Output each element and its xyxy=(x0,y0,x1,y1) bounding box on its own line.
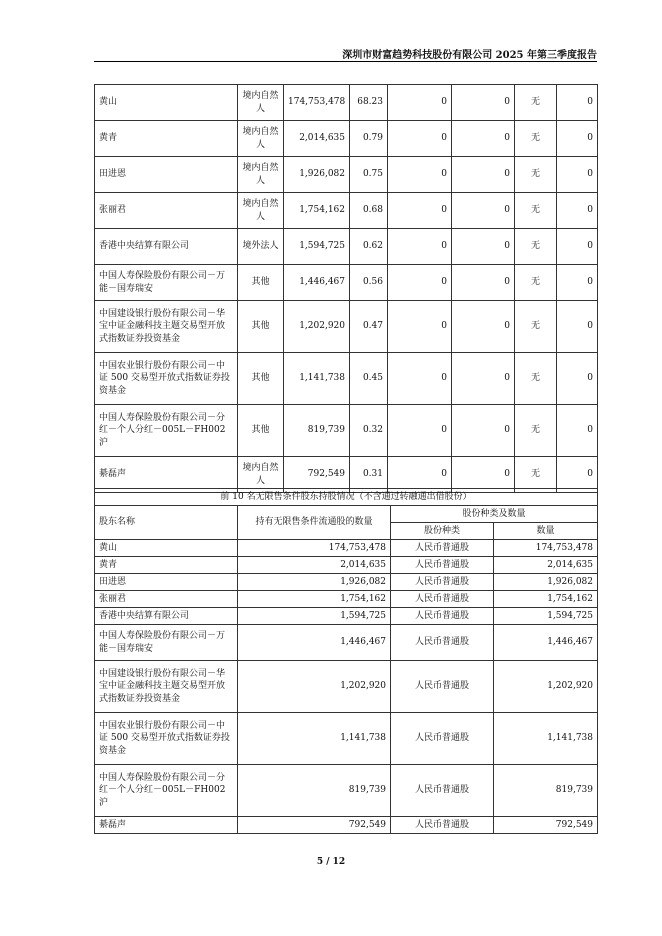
shareholder-name-cell: 中国农业银行股份有限公司－中证 500 交易型开放式指数证券投资基金 xyxy=(95,353,238,405)
holding-percent-cell: 0.45 xyxy=(350,353,388,405)
share-status-cell: 无 xyxy=(515,121,557,157)
pledged-shares-incl-lending-cell: 0 xyxy=(452,265,515,301)
shareholder-name-cell: 黄山 xyxy=(95,85,238,121)
shareholder-name-cell: 中国农业银行股份有限公司－中证 500 交易型开放式指数证券投资基金 xyxy=(95,713,238,765)
unrestricted-shares-cell: 1,141,738 xyxy=(238,713,391,765)
table-row xyxy=(95,405,598,457)
share-type-cell: 人民币普通股 xyxy=(391,625,494,661)
table-row xyxy=(95,661,598,713)
table-row xyxy=(95,353,598,405)
share-type-cell: 人民币普通股 xyxy=(391,608,494,625)
shares-held-cell: 1,446,467 xyxy=(284,265,350,301)
share-status-cell: 无 xyxy=(515,85,557,121)
restricted-shares-cell: 0 xyxy=(388,229,452,265)
share-type-cell: 人民币普通股 xyxy=(391,713,494,765)
pledged-shares-incl-lending-cell: 0 xyxy=(452,85,515,121)
col-header-shareholder-name: 股东名称 xyxy=(95,506,238,540)
shareholder-name-cell: 中国人寿保险股份有限公司－万能－国寿瑞安 xyxy=(95,265,238,301)
holding-percent-cell: 0.62 xyxy=(350,229,388,265)
restricted-shares-cell: 0 xyxy=(388,265,452,301)
share-quantity-cell: 1,446,467 xyxy=(494,625,598,661)
shareholder-name-cell: 綦磊声 xyxy=(95,457,238,493)
pledged-shares-incl-lending-cell: 0 xyxy=(452,157,515,193)
share-status-cell: 无 xyxy=(515,301,557,353)
table-row xyxy=(95,157,598,193)
table-row xyxy=(95,557,598,574)
shareholder-nature-cell: 其他 xyxy=(238,301,284,353)
share-type-cell: 人民币普通股 xyxy=(391,540,494,557)
unrestricted-shares-cell: 1,926,082 xyxy=(238,574,391,591)
pledged-shares-incl-lending-cell: 0 xyxy=(452,457,515,493)
shareholder-nature-cell: 境内自然人 xyxy=(238,457,284,493)
pledged-quantity-cell: 0 xyxy=(557,405,598,457)
share-type-cell: 人民币普通股 xyxy=(391,661,494,713)
report-header-title: 深圳市财富趋势科技股份有限公司 2025 年第三季度报告 xyxy=(342,50,597,61)
table-row xyxy=(95,713,598,765)
shareholder-name-cell: 香港中央结算有限公司 xyxy=(95,229,238,265)
shareholder-nature-cell: 境内自然人 xyxy=(238,157,284,193)
pledged-shares-incl-lending-cell: 0 xyxy=(452,353,515,405)
share-type-cell: 人民币普通股 xyxy=(391,817,494,834)
table-row xyxy=(95,765,598,817)
unrestricted-shares-cell: 1,446,467 xyxy=(238,625,391,661)
pledged-quantity-cell: 0 xyxy=(557,121,598,157)
share-quantity-cell: 1,754,162 xyxy=(494,591,598,608)
table-row xyxy=(95,229,598,265)
shares-held-cell: 792,549 xyxy=(284,457,350,493)
table-row xyxy=(95,591,598,608)
share-quantity-cell: 174,753,478 xyxy=(494,540,598,557)
shareholder-name-cell: 中国人寿保险股份有限公司－分红－个人分红－005L－FH002 沪 xyxy=(95,405,238,457)
table-row xyxy=(95,301,598,353)
shares-held-cell: 819,739 xyxy=(284,405,350,457)
shares-held-cell: 1,202,920 xyxy=(284,301,350,353)
holding-percent-cell: 0.56 xyxy=(350,265,388,301)
shares-held-cell: 1,141,738 xyxy=(284,353,350,405)
shareholder-name-cell: 中国人寿保险股份有限公司－分红－个人分红－005L－FH002 沪 xyxy=(95,765,238,817)
pledged-shares-incl-lending-cell: 0 xyxy=(452,301,515,353)
pledged-quantity-cell: 0 xyxy=(557,157,598,193)
share-type-cell: 人民币普通股 xyxy=(391,557,494,574)
pledged-quantity-cell: 0 xyxy=(557,265,598,301)
pledged-shares-incl-lending-cell: 0 xyxy=(452,121,515,157)
share-status-cell: 无 xyxy=(515,457,557,493)
shareholder-nature-cell: 其他 xyxy=(238,405,284,457)
col-header-share-type-group: 股份种类及数量 xyxy=(391,506,598,523)
col-header-share-type: 股份种类 xyxy=(391,523,494,540)
shareholder-name-cell: 中国建设银行股份有限公司－华宝中证金融科技主题交易型开放式指数证券投资基金 xyxy=(95,661,238,713)
share-quantity-cell: 819,739 xyxy=(494,765,598,817)
shareholder-name-cell: 张丽君 xyxy=(95,591,238,608)
shareholder-name-cell: 黄青 xyxy=(95,121,238,157)
shareholder-name-cell: 黄山 xyxy=(95,540,238,557)
shareholder-name-cell: 黄青 xyxy=(95,557,238,574)
pledged-shares-incl-lending-cell: 0 xyxy=(452,405,515,457)
unrestricted-shares-cell: 819,739 xyxy=(238,765,391,817)
share-status-cell: 无 xyxy=(515,353,557,405)
table-row xyxy=(95,608,598,625)
holding-percent-cell: 0.32 xyxy=(350,405,388,457)
holding-percent-cell: 0.68 xyxy=(350,193,388,229)
pledged-shares-incl-lending-cell: 0 xyxy=(452,193,515,229)
table-row xyxy=(95,85,598,121)
unrestricted-shares-cell: 1,202,920 xyxy=(238,661,391,713)
shareholder-name-cell: 香港中央结算有限公司 xyxy=(95,608,238,625)
share-status-cell: 无 xyxy=(515,229,557,265)
unrestricted-shares-cell: 1,594,725 xyxy=(238,608,391,625)
shareholder-nature-cell: 境内自然人 xyxy=(238,85,284,121)
shareholder-nature-cell: 其他 xyxy=(238,353,284,405)
unrestricted-shares-cell: 1,754,162 xyxy=(238,591,391,608)
table-row xyxy=(95,193,598,229)
share-quantity-cell: 1,594,725 xyxy=(494,608,598,625)
pledged-quantity-cell: 0 xyxy=(557,353,598,405)
shareholder-name-cell: 田进恩 xyxy=(95,574,238,591)
share-type-cell: 人民币普通股 xyxy=(391,765,494,817)
col-header-quantity: 数量 xyxy=(494,523,598,540)
unrestricted-shares-cell: 792,549 xyxy=(238,817,391,834)
share-type-cell: 人民币普通股 xyxy=(391,574,494,591)
share-type-cell: 人民币普通股 xyxy=(391,591,494,608)
table-row xyxy=(95,574,598,591)
shareholder-name-cell: 田进恩 xyxy=(95,157,238,193)
table-row xyxy=(95,265,598,301)
shareholder-nature-cell: 其他 xyxy=(238,265,284,301)
holding-percent-cell: 0.79 xyxy=(350,121,388,157)
share-status-cell: 无 xyxy=(515,265,557,301)
shareholder-name-cell: 綦磊声 xyxy=(95,817,238,834)
shares-held-cell: 1,594,725 xyxy=(284,229,350,265)
share-quantity-cell: 1,202,920 xyxy=(494,661,598,713)
restricted-shares-cell: 0 xyxy=(388,193,452,229)
shareholder-nature-cell: 境内自然人 xyxy=(238,121,284,157)
unrestricted-shares-cell: 174,753,478 xyxy=(238,540,391,557)
shares-held-cell: 174,753,478 xyxy=(284,85,350,121)
top10-shareholders-table xyxy=(94,84,598,493)
top10-unrestricted-shareholders-table xyxy=(94,488,598,834)
pledged-shares-incl-lending-cell: 0 xyxy=(452,229,515,265)
unrestricted-shares-cell: 2,014,635 xyxy=(238,557,391,574)
holding-percent-cell: 0.47 xyxy=(350,301,388,353)
shareholder-name-cell: 中国人寿保险股份有限公司－万能－国寿瑞安 xyxy=(95,625,238,661)
restricted-shares-cell: 0 xyxy=(388,353,452,405)
shares-held-cell: 1,926,082 xyxy=(284,157,350,193)
header-divider xyxy=(94,61,597,62)
pledged-quantity-cell: 0 xyxy=(557,193,598,229)
table-row xyxy=(95,625,598,661)
share-status-cell: 无 xyxy=(515,405,557,457)
pledged-quantity-cell: 0 xyxy=(557,457,598,493)
restricted-shares-cell: 0 xyxy=(388,405,452,457)
unrestricted-section-title: 前 10 名无限售条件股东持股情况（不含通过转融通出借股份） xyxy=(95,489,598,506)
holding-percent-cell: 0.75 xyxy=(350,157,388,193)
shareholder-name-cell: 张丽君 xyxy=(95,193,238,229)
shareholder-name-cell: 中国建设银行股份有限公司－华宝中证金融科技主题交易型开放式指数证券投资基金 xyxy=(95,301,238,353)
pledged-quantity-cell: 0 xyxy=(557,229,598,265)
restricted-shares-cell: 0 xyxy=(388,157,452,193)
restricted-shares-cell: 0 xyxy=(388,85,452,121)
share-quantity-cell: 1,926,082 xyxy=(494,574,598,591)
page-number: 5 / 12 xyxy=(316,857,346,867)
shareholder-nature-cell: 境内自然人 xyxy=(238,193,284,229)
share-status-cell: 无 xyxy=(515,157,557,193)
table-row xyxy=(95,121,598,157)
restricted-shares-cell: 0 xyxy=(388,301,452,353)
table-row xyxy=(95,540,598,557)
shares-held-cell: 2,014,635 xyxy=(284,121,350,157)
col-header-unrestricted-shares: 持有无限售条件流通股的数量 xyxy=(238,506,391,540)
share-quantity-cell: 2,014,635 xyxy=(494,557,598,574)
share-quantity-cell: 792,549 xyxy=(494,817,598,834)
shareholder-nature-cell: 境外法人 xyxy=(238,229,284,265)
holding-percent-cell: 68.23 xyxy=(350,85,388,121)
restricted-shares-cell: 0 xyxy=(388,457,452,493)
table-row xyxy=(95,817,598,834)
share-status-cell: 无 xyxy=(515,193,557,229)
holding-percent-cell: 0.31 xyxy=(350,457,388,493)
pledged-quantity-cell: 0 xyxy=(557,85,598,121)
share-quantity-cell: 1,141,738 xyxy=(494,713,598,765)
pledged-quantity-cell: 0 xyxy=(557,301,598,353)
restricted-shares-cell: 0 xyxy=(388,121,452,157)
shares-held-cell: 1,754,162 xyxy=(284,193,350,229)
